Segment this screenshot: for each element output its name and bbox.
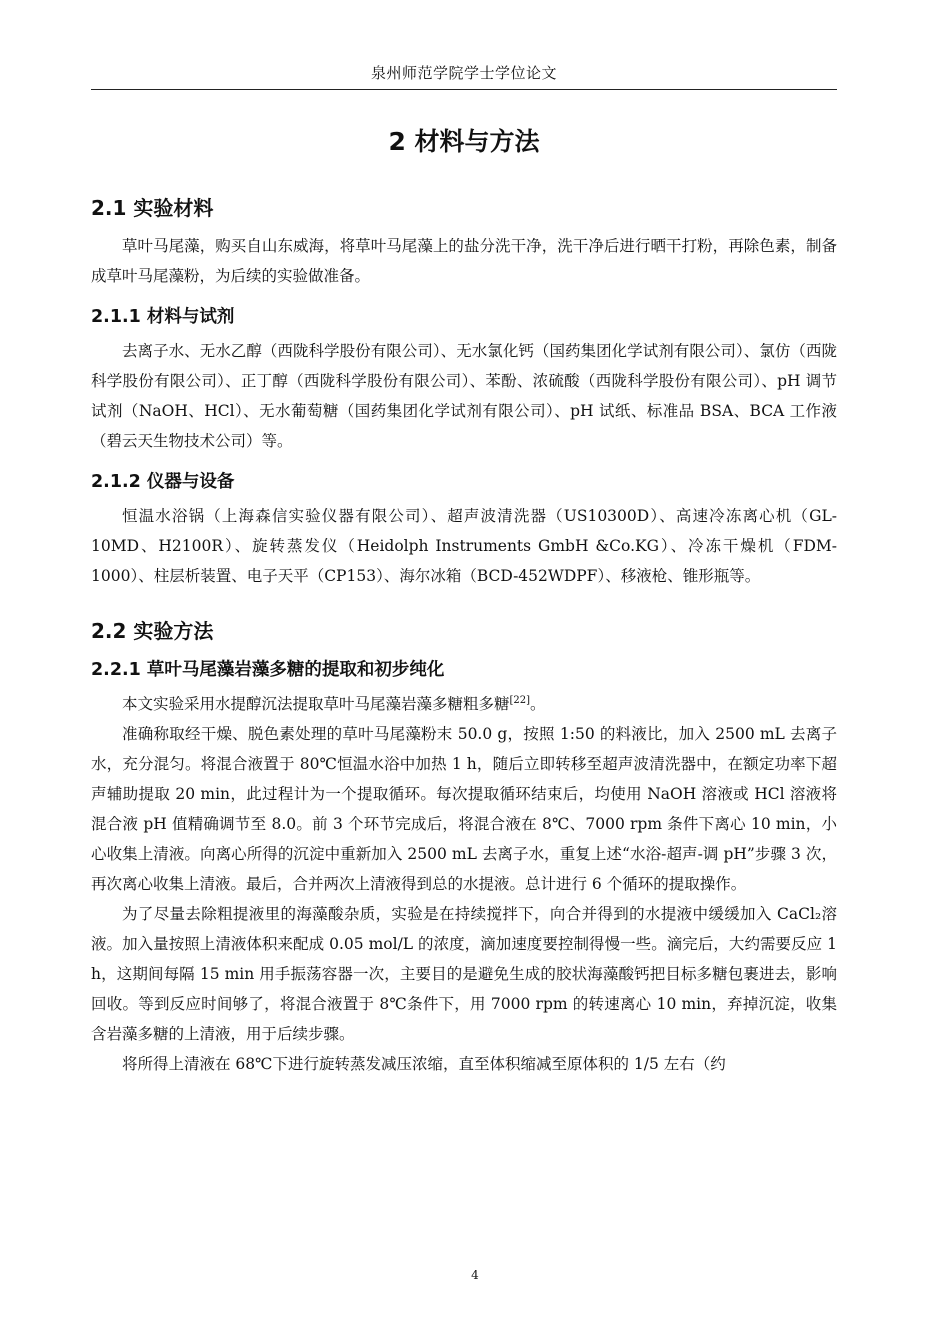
section-2-2-1-paragraph-4: 将所得上清液在 68℃下进行旋转蒸发减压浓缩，直至体积缩减至原体积的 1/5 左右（约 (122, 1055, 726, 1073)
section-2-1-2-paragraph: 恒温水浴锅（上海森信实验仪器有限公司）、超声波清洗器（US10300D）、高速冷冻离心机（GL-10MD、H2100R）、旋转蒸发仪（Heidolph Instruments GmbH &Co.KG）、冷冻干燥机（FDM-1000）、柱层析装置、电子天平（CP153）、海尔冰箱（BCD-452WDPF）、移液枪、锥形瓶等。 (91, 507, 837, 585)
section-2-1-1-paragraph: 去离子水、无水乙醇（西陇科学股份有限公司）、无水氯化钙（国药集团化学试剂有限公司）、氯仿（西陇科学股份有限公司）、正丁醇（西陇科学股份有限公司）、苯酚、浓硫酸（西陇科学股份有限公司）、pH 调节试剂（NaOH、HCl）、无水葡萄糖（国药集团化学试剂有限公司）、pH 试纸、标准品 BSA、BCA 工作液（碧云天生物技术公司）等。 (91, 342, 837, 450)
section-2-1-2-title: 2.1.2 仪器与设备 (91, 472, 235, 492)
section-2-1-1-title: 2.1.1 材料与试剂 (91, 307, 235, 327)
section-2-2-1-title: 2.2.1 草叶马尾藻岩藻多糖的提取和初步纯化 (91, 660, 445, 680)
section-2-1-title: 2.1 实验材料 (91, 196, 214, 220)
section-2-2-1-intro (91, 689, 837, 719)
section-2-2-1-paragraph-3: 为了尽量去除粗提液里的海藻酸杂质，实验是在持续搅拌下，向合并得到的水提液中缓缓加入 CaCl₂溶液。加入量按照上清液体积来配成 0.05 mol/L 的浓度，滴加速度要控制得慢一些。滴完后，大约需要反应 1 h，这期间每隔 15 min 用手振荡容器一次，主要目的是避免生成的胶状海藻酸钙把目标多糖包裹进去，影响回收。等到反应时间够了，将混合液置于 8℃条件下，用 7000 rpm 的转速离心 10 min，弃掉沉淀，收集含岩藻多糖的上清液，用于后续步骤。 (91, 905, 837, 1043)
section-2-2-1-paragraph-2: 准确称取经干燥、脱色素处理的草叶马尾藻粉末 50.0 g，按照 1:50 的料液比，加入 2500 mL 去离子水，充分混匀。将混合液置于 80℃恒温水浴中加热 1 h，随后立即转移至超声波清洗器中，在额定功率下超声辅助提取 20 min，此过程计为一个提取循环。每次提取循环结束后，均使用 NaOH 溶液或 HCl 溶液将混合液 pH 值精确调节至 8.0。前 3 个环节完成后，将混合液在 8℃、7000 rpm 条件下离心 10 min，小心收集上清液。向离心所得的沉淀中重新加入 2500 mL 去离子水，重复上述“水浴-超声-调 pH”步骤 3 次，再次离心收集上清液。最后，合并两次上清液得到总的水提液。总计进行 6 个循环的提取操作。 (91, 725, 837, 893)
intro-end: 。 (530, 695, 546, 713)
intro-text: 本文实验采用水提醇沉法提取草叶马尾藻岩藻多糖粗多糖 (122, 695, 510, 713)
page-header: 泉州师范学院学士学位论文 (91, 62, 837, 90)
section-2-1-paragraph: 草叶马尾藻，购买自山东威海，将草叶马尾藻上的盐分洗干净，洗干净后进行晒干打粉，再除色素，制备成草叶马尾藻粉，为后续的实验做准备。 (91, 237, 837, 285)
section-2-2-title: 2.2 实验方法 (91, 619, 214, 643)
page-body (91, 118, 837, 1079)
chapter-title: 2 材料与方法 (388, 127, 540, 156)
page-number: 4 (471, 1268, 479, 1282)
citation-ref: [22] (509, 694, 531, 706)
